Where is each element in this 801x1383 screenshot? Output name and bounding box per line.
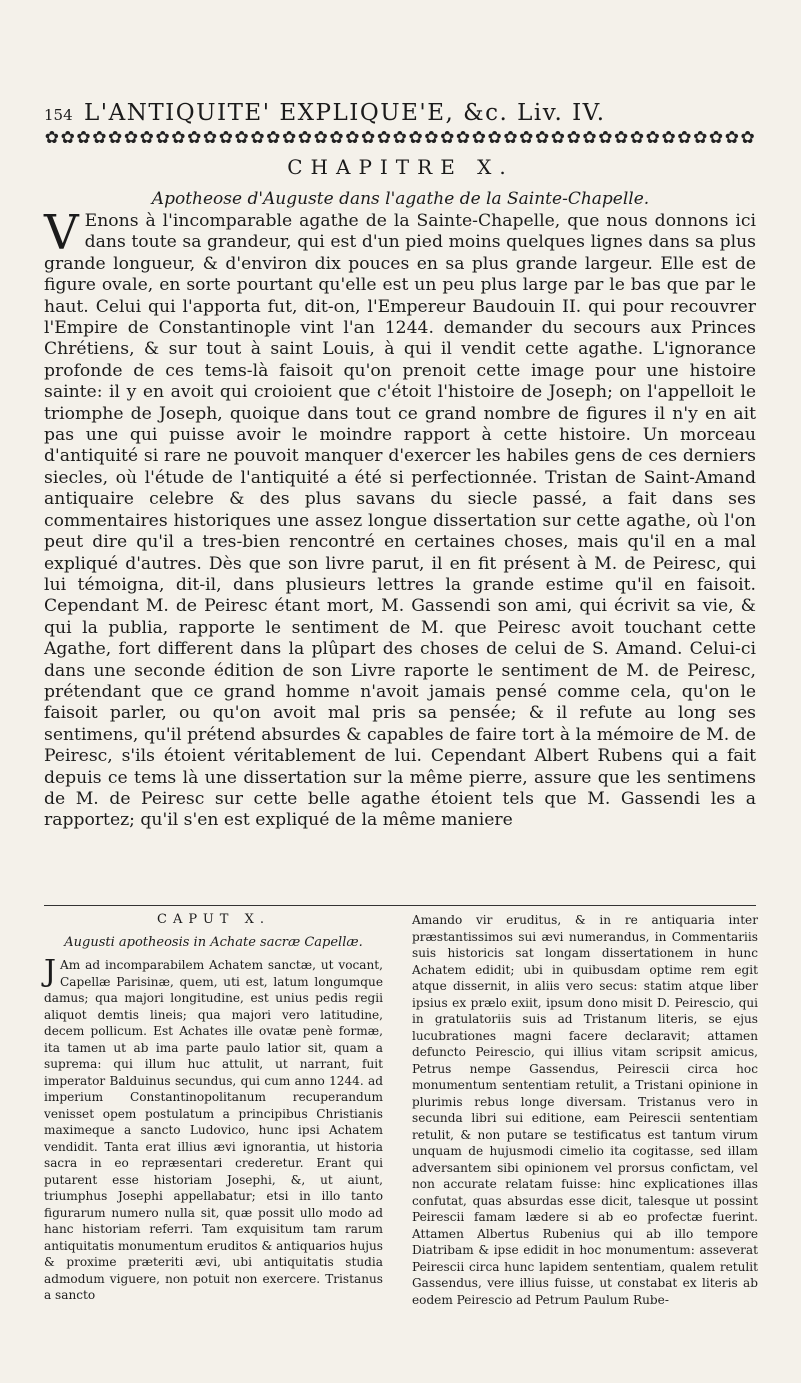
ornament-glyph-icon: ✿ — [503, 128, 518, 148]
ornament-band — [44, 127, 756, 149]
ornament-glyph-icon: ✿ — [424, 128, 439, 148]
ornament-glyph-icon: ✿ — [455, 128, 471, 148]
running-head — [44, 100, 756, 130]
ornament-glyph-icon: ✿ — [534, 128, 550, 148]
ornament-glyph-icon: ✿ — [250, 128, 265, 148]
ornament-glyph-icon: ✿ — [345, 128, 360, 148]
running-title: L'ANTIQUITE' EXPLIQUE'E, &c. Liv. IV. — [84, 100, 606, 126]
ornament-glyph-icon: ✿ — [329, 128, 344, 148]
latin-title: Augusti apotheosis in Achate sacræ Capellæ. — [64, 934, 363, 950]
ornament-glyph-icon: ✿ — [724, 128, 739, 148]
ornament-glyph-icon: ✿ — [44, 128, 60, 148]
ornament-glyph-icon: ✿ — [645, 128, 660, 148]
ornament-glyph-icon: ✿ — [297, 128, 313, 148]
ornament-glyph-icon: ✿ — [218, 128, 233, 148]
latin-drop-cap: J — [44, 954, 57, 989]
ornament-glyph-icon: ✿ — [92, 128, 107, 148]
ornament-glyph-icon: ✿ — [234, 128, 249, 148]
ornament-glyph-icon: ✿ — [281, 128, 297, 148]
ornament-glyph-icon: ✿ — [76, 128, 91, 148]
ornament-glyph-icon: ✿ — [487, 128, 502, 148]
ornament-glyph-icon: ✿ — [471, 128, 486, 148]
latin-column-right — [412, 912, 758, 1308]
ornament-glyph-icon: ✿ — [376, 128, 392, 148]
ornament-glyph-icon: ✿ — [598, 128, 613, 148]
divider-rule — [44, 905, 756, 906]
ornament-glyph-icon: ✿ — [123, 128, 139, 148]
ornament-glyph-icon: ✿ — [550, 128, 566, 148]
ornament-glyph-icon: ✿ — [392, 128, 407, 148]
latin-body-right: Amando vir eruditus, & in re antiquaria inter præstantissimos sui ævi numerandus, in Commentariis suis historicis sat longam dissertationem in hunc Achatem edidit; ubi in quibusdam optime rem egit atque dissernit, in aliis vero secus: statim atque liber ipsius ex prælo exiit, ipsum dono misit D. Peirescio, qui in gratulatoriis suis ad Tristanum literis, se ejus lucubrationes magni facere declaravit; attamen defuncto Peirescio, qui illius vitam scripsit amicus, Petrus nempe Gassendus, Peirescii circa hoc monumentum sententiam retulit, a Tristani opinione in plurimis rebus longe diversam. Tristanus vero in secunda libri sui editione, eam Peirescii sententiam retulit, & non putare se testificatus est tantum virum unquam de hujusmodi cimelio ita cogitasse, sed illam adversantem sibi opinionem vel prorsus confictam, vel non accurate relatam fuisse: hinc explicationes illas confutat, quas absurdas esse dicit, talesque ut possint Peirescii famam lædere si ab eo profectæ fuerint. Attamen Albertus Rubenius qui ab illo tempore Diatribam & ipse edidit in hoc monumentum: asseverat Peirescii circa hunc lapidem sententiam, qualem retulit Gassendus, vere illius fuisse, ut constabat ex literis ab eodem Peirescio ad Petrum Paulum Rube- — [412, 913, 758, 1307]
latin-paragraph-left — [44, 954, 383, 1304]
ornament-glyph-icon: ✿ — [519, 128, 534, 148]
ornament-glyph-icon: ✿ — [566, 128, 581, 148]
ornament-glyph-icon: ✿ — [187, 128, 202, 148]
ornament-glyph-icon: ✿ — [60, 128, 75, 148]
ornament-glyph-icon: ✿ — [614, 128, 629, 148]
ornament-glyph-icon: ✿ — [693, 128, 708, 148]
chapter-title: Apotheose d'Auguste dans l'agathe de la Sainte-Chapelle. — [151, 189, 650, 209]
ornament-glyph-icon: ✿ — [677, 128, 692, 148]
latin-body-left: Am ad incomparabilem Achatem sanctæ, ut vocant, Capellæ Parisinæ, quem, uti est, latum longumque damus; qua majori longitudine, est unius pedis regii aliquot demtis lineis; qua majori vero latitudine, decem pollicum. Est Achates ille ovatæ penè formæ, ita tamen ut ab ima parte paulo latior sit, quam a suprema: qui illum huc attulit, ut narrant, fuit imperator Balduinus secundus, qui cum anno 1244. ad imperium Constantinopolitanum recuperandum venisset opem postulatum a principibus Christianis maximeque a sancto Ludovico, hunc ipsi Achatem vendidit. Tanta erat illius ævi ignorantia, ut historia sacra in eo repræsentari crederetur. Erant qui putarent esse historiam Josephi, &, ut aiunt, triumphus Josephi appellabatur; etsi in illo tanto figurarum numero nulla sit, quæ possit ullo modo ad hanc historiam referri. Tam exquisitum tam rarum antiquitatis monumentum eruditos & antiquarios hujus & proxime præteriti ævi, ubi antiquitatis studia admodum viguere, non potuit non exercere. Tristanus a sancto — [44, 958, 383, 1302]
ornament-glyph-icon: ✿ — [740, 128, 755, 148]
ornament-glyph-icon: ✿ — [661, 128, 676, 148]
ornament-glyph-icon: ✿ — [139, 128, 154, 148]
page-number: 154 — [44, 106, 73, 124]
ornament-glyph-icon: ✿ — [266, 128, 281, 148]
ornament-glyph-icon: ✿ — [313, 128, 328, 148]
french-body: Enons à l'incomparable agathe de la Sainte-Chapelle, que nous donnons ici dans toute sa grandeur, qui est d'un pied moins quelques lignes dans sa plus grande longueur, & d'environ dix pouces en sa plus grande largeur. Elle est de figure ovale, en sorte pourtant qu'elle est un peu plus large par le bas que par le haut. Celui qui l'apporta fut, dit-on, l'Empereur Baudouin II. qui pour recouvrer l'Empire de Constantinople vint l'an 1244. demander du secours aux Princes Chrétiens, & sur tout à saint Louis, à qui il vendit cette agathe. L'ignorance profonde de ces tems-là faisoit qu'on prenoit cette image pour une histoire sainte: il y en avoit qui croioient que c'étoit l'histoire de Joseph; on l'appelloit le triomphe de Joseph, quoique dans tout ce grand nombre de figures il n'y en ait pas une qui puisse avoir le moindre rapport à cette histoire. Un morceau d'antiquité si rare ne pouvoit manquer d'exercer les habiles gens de ces derniers siecles, où l'étude de l'antiquité a été si perfectionnée. Tristan de Saint-Amand antiquaire celebre & des plus savans du siecle passé, a fait dans ses commentaires historiques une assez longue dissertation sur cette agathe, où l'on peut dire qu'il a tres-bien rencontré en certaines choses, mais qu'il en a mal expliqué d'autres. Dès que son livre parut, il en fit présent à M. de Peiresc, qui lui témoigna, dit-il, dans plusieurs lettres la grande estime qu'il en faisoit. Cependant M. de Peiresc étant mort, M. Gassendi son ami, qui écrivit sa vie, & qui la publia, rapporte le sentiment de M. que Peiresc avoit touchant cette Agathe, fort different dans la plûpart des choses de celui de S. Amand. Celui-ci dans une seconde édition de son Livre raporte le sentiment de M. de Peiresc, prétendant que ce grand homme n'avoit jamais pensé comme cela, qu'on le faisoit parler, ou qu'on avoit mal pris sa pensée; & il refute au long ses sentimens, qu'il prétend absurdes & capables de faire tort à la mémoire de M. de Peiresc, s'ils étoient véritablement de lui. Cependant Albert Rubens qui a fait depuis ce tems là une dissertation sur la même pierre, assure que les sentimens de M. de Peiresc sur cette belle agathe étoient tels que M. Gassendi les a rapportez; qu'il s'en est expliqué de la même maniere — [44, 211, 756, 831]
latin-column-left — [44, 912, 383, 1304]
ornament-glyph-icon: ✿ — [629, 128, 645, 148]
french-text — [44, 205, 756, 832]
ornament-glyph-icon: ✿ — [108, 128, 123, 148]
ornament-glyph-icon: ✿ — [155, 128, 170, 148]
ornament-glyph-icon: ✿ — [582, 128, 597, 148]
chapter-label: CHAPITRE X. — [287, 155, 514, 179]
ornament-glyph-icon: ✿ — [708, 128, 724, 148]
ornament-glyph-icon: ✿ — [440, 128, 455, 148]
ornament-glyph-icon: ✿ — [408, 128, 423, 148]
drop-cap: V — [44, 205, 79, 261]
ornament-glyph-icon: ✿ — [171, 128, 186, 148]
ornament-glyph-icon: ✿ — [361, 128, 376, 148]
ornament-glyph-icon: ✿ — [202, 128, 218, 148]
latin-caput: CAPUT X. — [157, 912, 270, 927]
